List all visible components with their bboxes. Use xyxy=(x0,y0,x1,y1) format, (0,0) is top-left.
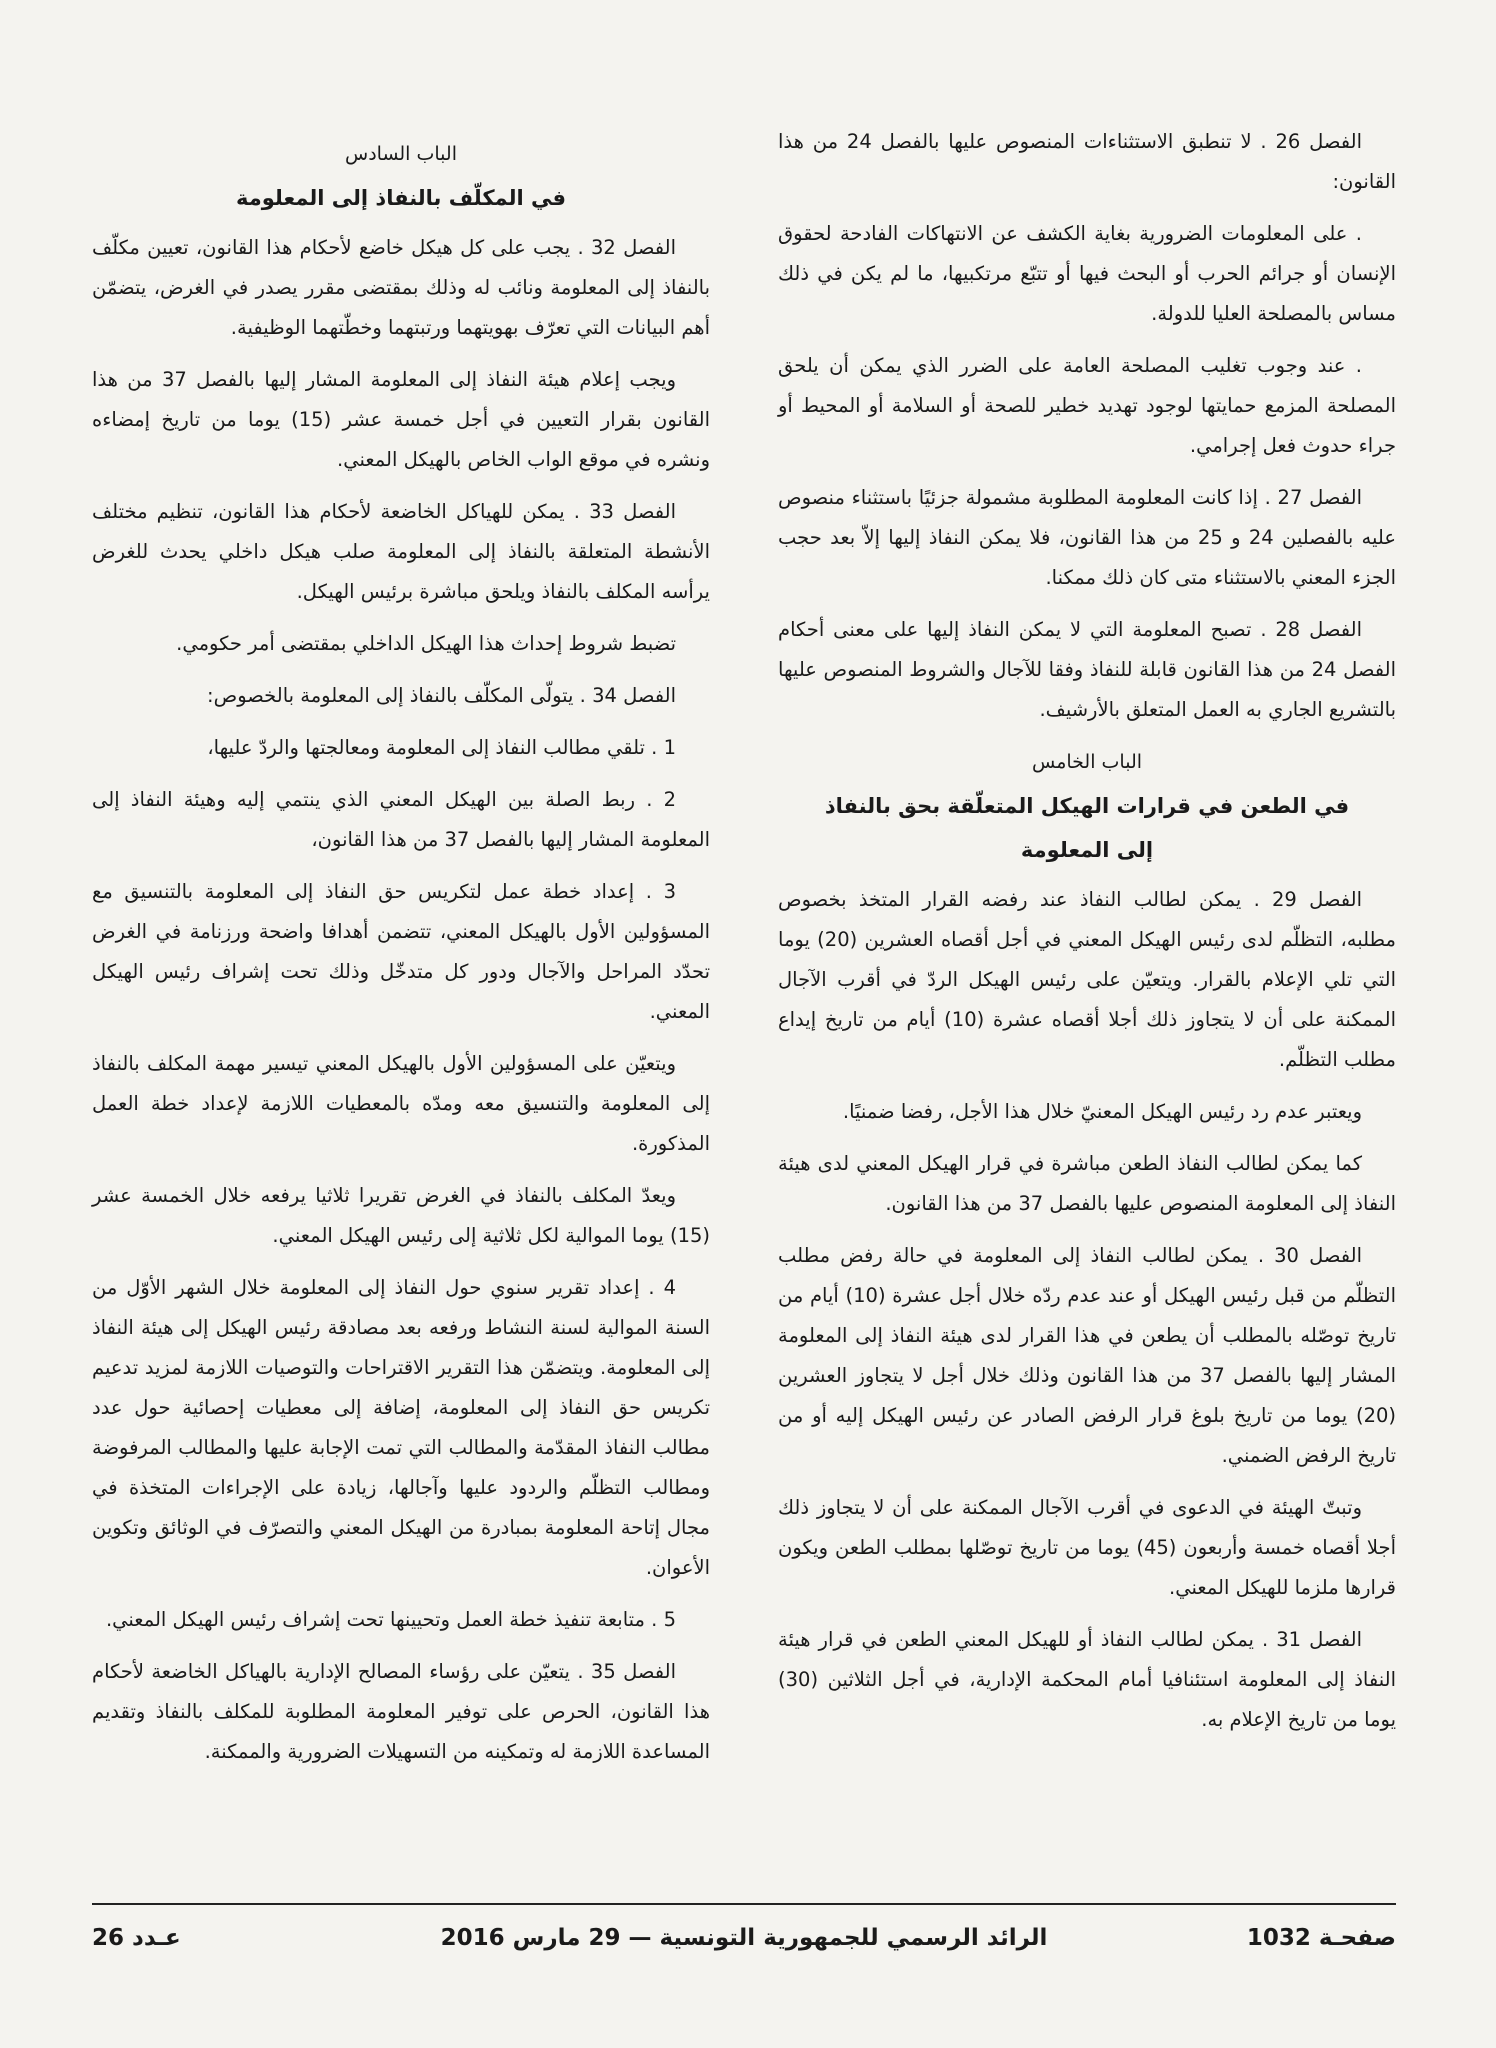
page-footer xyxy=(92,1918,1396,1958)
article-34-item-3: 3 . إعداد خطة عمل لتكريس حق النفاذ إلى المعلومة بالتنسيق مع المسؤولين الأول بالهيكل المعني، تتضمن أهدافا واضحة ورزنامة في الغرض تحدّد المراحل والآجال ودور كل متدخّل وذلك تحت إشراف رئيس الهيكل المعني. xyxy=(92,880,710,1023)
article-26: الفصل 26 . لا تنطبق الاستثناءات المنصوص عليها بالفصل 24 من هذا القانون: xyxy=(778,130,1396,193)
article-29-direct-appeal: كما يمكن لطالب النفاذ الطعن مباشرة في قرار الهيكل المعني لدى هيئة النفاذ إلى المعلومة المنصوص عليها بالفصل 37 من هذا القانون. xyxy=(778,1152,1396,1215)
chapter-5-label: الباب الخامس xyxy=(1031,751,1143,773)
chapter-6-label: الباب السادس xyxy=(345,143,457,165)
chapter-6-title: في المكلّف بالنفاذ إلى المعلومة xyxy=(235,186,567,210)
chapter-5-title-line-2: إلى المعلومة xyxy=(1020,838,1154,862)
article-28: الفصل 28 . تصبح المعلومة التي لا يمكن النفاذ إليها على معنى أحكام الفصل 24 من هذا القانون قابلة للنفاذ وفقا للآجال والشروط المنصوص عليها بالتشريع الجاري به العمل المتعلق بالأرشيف. xyxy=(778,618,1396,721)
article-33-decree: تضبط شروط إحداث هذا الهيكل الداخلي بمقتضى أمر حكومي. xyxy=(176,632,676,655)
article-34-item-3-duties: ويتعيّن على المسؤولين الأول بالهيكل المعني تيسير مهمة المكلف بالنفاذ إلى المعلومة والتنسيق معه ومدّه بالمعطيات اللازمة لإعداد خطة العمل المذكورة. xyxy=(92,1052,710,1155)
article-33: الفصل 33 . يمكن للهياكل الخاضعة لأحكام هذا القانون، تنظيم مختلف الأنشطة المتعلقة بالنفاذ إلى المعلومة صلب هيكل داخلي يحدث للغرض يرأسه المكلف بالنفاذ ويلحق مباشرة برئيس الهيكل. xyxy=(92,500,710,603)
chapter-5-title-continued xyxy=(778,828,1396,872)
article-26-item-1: . على المعلومات الضرورية بغاية الكشف عن الانتهاكات الفادحة لحقوق الإنسان أو جرائم الحرب أو البحث فيها أو تتبّع مرتكبيها، ما لم يكن في ذلك مساس بالمصلحة العليا للدولة. xyxy=(778,222,1396,325)
article-34-item-5: 5 . متابعة تنفيذ خطة العمل وتحيينها تحت إشراف رئيس الهيكل المعني. xyxy=(105,1608,676,1631)
article-30-decision: وتبتّ الهيئة في الدعوى في أقرب الآجال الممكنة على أن لا يتجاوز ذلك أجلا أقصاه خمسة وأربعون (45) يوما من تاريخ توصّلها بمطلب الطعن ويكون قرارها ملزما للهيكل المعني. xyxy=(778,1496,1396,1599)
article-34-item-1: 1 . تلقي مطالب النفاذ إلى المعلومة ومعالجتها والردّ عليها، xyxy=(207,736,676,759)
article-27: الفصل 27 . إذا كانت المعلومة المطلوبة مشمولة جزئيًا باستثناء منصوص عليه بالفصلين 24 و 25 من هذا القانون، فلا يمكن النفاذ إليها إلاّ بعد حجب الجزء المعني بالاستثناء متى كان ذلك ممكنا. xyxy=(778,486,1396,589)
chapter-5-title-line-1: في الطعن في قرارات الهيكل المتعلّقة بحق بالنفاذ xyxy=(824,794,1350,818)
article-29-implicit-refusal: ويعتبر عدم رد رئيس الهيكل المعنيّ خلال هذا الأجل، رفضا ضمنيًا. xyxy=(842,1100,1362,1123)
footer-divider xyxy=(92,1903,1396,1905)
chapter-5-title xyxy=(778,784,1396,828)
article-26-item-2: . عند وجوب تغليب المصلحة العامة على الضرر الذي يمكن أن يلحق المصلحة المزمع حمايتها لوجود تهديد خطير للصحة أو السلامة أو المحيط أو جراء حدوث فعل إجرامي. xyxy=(778,354,1396,457)
article-32: الفصل 32 . يجب على كل هيكل خاضع لأحكام هذا القانون، تعيين مكلّف بالنفاذ إلى المعلومة ونائب له وذلك بمقتضى مقرر يصدر في الغرض، يتضمّن أهم البيانات التي تعرّف بهويتهما ورتبتهما وخطّتهما الوظيفية. xyxy=(92,236,710,339)
publication-title: الرائد الرسمي للجمهورية التونسية — 29 مارس 2016 xyxy=(440,1925,1048,1951)
article-29: الفصل 29 . يمكن لطالب النفاذ عند رفضه القرار المتخذ بخصوص مطلبه، التظلّم لدى رئيس الهيكل المعني في أجل أقصاه العشرين (20) يوما التي تلي الإعلام بالقرار. ويتعيّن على رئيس الهيكل الردّ في أقرب الآجال الممكنة على أن لا يتجاوز ذلك أجلا أقصاه عشرة (10) أيام من تاريخ إيداع مطلب التظلّم. xyxy=(778,888,1397,1071)
article-34-item-2: 2 . ربط الصلة بين الهيكل المعني الذي ينتمي إليه وهيئة النفاذ إلى المعلومة المشار إليها بالفصل 37 من هذا القانون، xyxy=(92,788,710,851)
left-column xyxy=(92,122,710,1784)
article-32-notification: ويجب إعلام هيئة النفاذ إلى المعلومة المشار إليها بالفصل 37 من هذا القانون بقرار التعيين في أجل خمسة عشر (15) يوما من تاريخ إمضاءه ونشره في موقع الواب الخاص بالهيكل المعني. xyxy=(92,368,710,471)
article-34-item-4: 4 . إعداد تقرير سنوي حول النفاذ إلى المعلومة خلال الشهر الأوّل من السنة الموالية لسنة النشاط ورفعه بعد مصادقة رئيس الهيكل إلى هيئة النفاذ إلى المعلومة. ويتضمّن هذا التقرير الاقتراحات والتوصيات اللازمة لمزيد تدعيم تكريس حق النفاذ إلى المعلومة، إضافة إلى معطيات إحصائية حول عدد مطالب النفاذ المقدّمة والمطالب التي تمت الإجابة عليها والمطالب المرفوضة ومطالب التظلّم والردود عليها وآجالها، زيادة على الإجراءات المتخذة في مجال إتاحة المعلومة بمبادرة من الهيكل المعني والتصرّف في الوثائق وتكوين الأعوان. xyxy=(92,1276,710,1579)
right-column xyxy=(778,122,1396,1752)
article-30: الفصل 30 . يمكن لطالب النفاذ إلى المعلومة في حالة رفض مطلب التظلّم من قبل رئيس الهيكل أو عند عدم ردّه خلال أجل عشرة (10) أيام من تاريخ توصّله بالمطلب أن يطعن في هذا القرار لدى هيئة النفاذ إلى المعلومة المشار إليها بالفصل 37 من هذا القانون وذلك خلال أجل لا يتجاوز العشرين (20) يوما من تاريخ بلوغ قرار الرفض الصادر عن رئيس الهيكل إليه أو من تاريخ الرفض الضمني. xyxy=(778,1244,1396,1467)
issue-number: عـدد 26 xyxy=(92,1925,181,1951)
article-31: الفصل 31 . يمكن لطالب النفاذ أو للهيكل المعني الطعن في قرار هيئة النفاذ إلى المعلومة استئنافيا أمام المحكمة الإدارية، في أجل الثلاثين (30) يوما من تاريخ الإعلام به. xyxy=(778,1628,1396,1731)
article-34: الفصل 34 . يتولّى المكلّف بالنفاذ إلى المعلومة بالخصوص: xyxy=(207,684,676,707)
article-35: الفصل 35 . يتعيّن على رؤساء المصالح الإدارية بالهياكل الخاضعة لأحكام هذا القانون، الحرص على توفير المعلومة المطلوبة للمكلف بالنفاذ وتقديم المساعدة اللازمة له وتمكينه من التسهيلات الضرورية والممكنة. xyxy=(92,1660,710,1763)
article-34-item-3-report: ويعدّ المكلف بالنفاذ في الغرض تقريرا ثلاثيا يرفعه خلال الخمسة عشر (15) يوما الموالية لكل ثلاثية إلى رئيس الهيكل المعني. xyxy=(92,1184,710,1247)
page-number: صفحـة 1032 xyxy=(1246,1925,1396,1951)
